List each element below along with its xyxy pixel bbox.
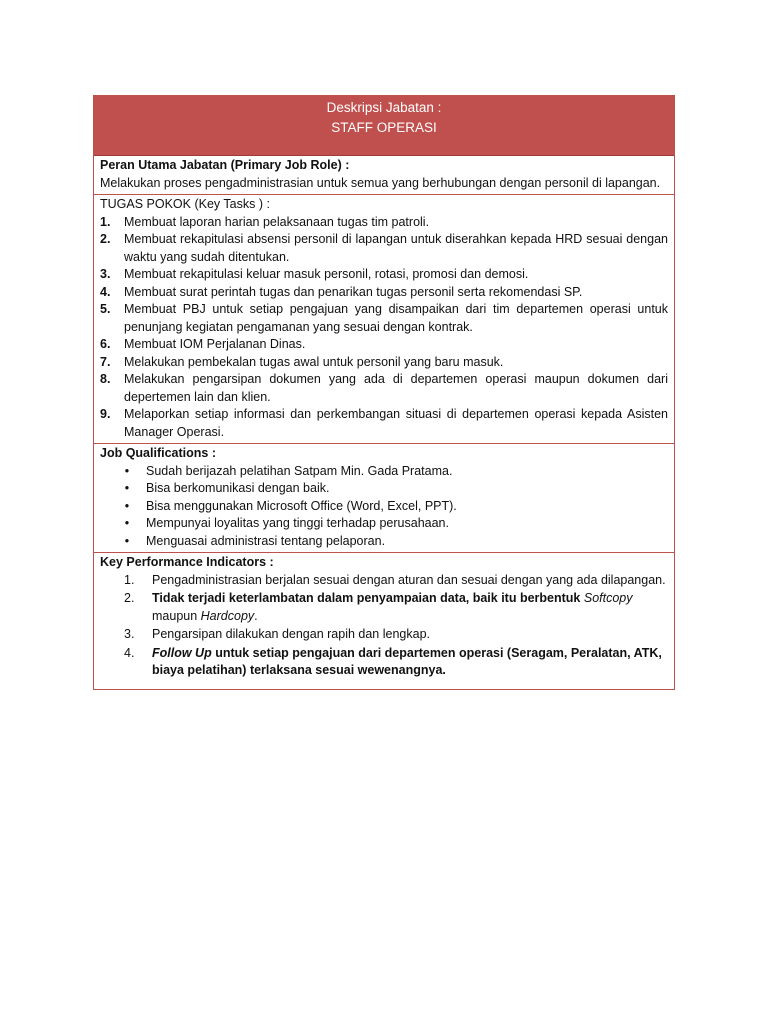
primary-role-section bbox=[94, 156, 674, 195]
job-qualifications-title: Job Qualifications : bbox=[100, 446, 216, 460]
item-number: 2. bbox=[124, 591, 135, 605]
item-number: 7. bbox=[100, 354, 111, 369]
list-item bbox=[100, 336, 668, 354]
list-item bbox=[100, 626, 668, 644]
key-tasks-section bbox=[94, 195, 674, 444]
list-item bbox=[100, 463, 668, 481]
list-item bbox=[100, 371, 668, 406]
header-position: STAFF OPERASI bbox=[331, 120, 437, 135]
list-item bbox=[100, 266, 668, 284]
item-number: 3. bbox=[124, 627, 135, 641]
item-number: 8. bbox=[100, 372, 111, 386]
item-text: Membuat PBJ untuk setiap pengajuan yang disampaikan dari tim departemen operasi untuk penunjang kegiatan pengamanan yang sesuai dengan kontrak. bbox=[124, 302, 668, 334]
item-number: 4. bbox=[100, 284, 111, 299]
list-item bbox=[100, 406, 668, 441]
item-text: Pengarsipan dilakukan dengan rapih dan lengkap. bbox=[152, 627, 430, 641]
key-tasks-list bbox=[100, 214, 668, 442]
table-header bbox=[94, 96, 674, 156]
bullet-icon: • bbox=[124, 498, 130, 513]
item-number: 2. bbox=[100, 232, 111, 246]
item-text: Sudah berijazah pelatihan Satpam Min. Gada Pratama. bbox=[146, 463, 453, 478]
item-number: 1. bbox=[124, 572, 135, 587]
bullet-icon: • bbox=[124, 516, 130, 530]
item-text: Pengadministrasian berjalan sesuai dengan aturan dan sesuai dengan yang ada dilapangan. bbox=[152, 572, 666, 587]
item-text: Melaporkan setiap informasi dan perkembangan situasi di departemen operasi kepada Asisten Manager Operasi. bbox=[124, 407, 668, 439]
item-text: Menguasai administrasi tentang pelaporan. bbox=[146, 533, 386, 548]
header-title: Deskripsi Jabatan : bbox=[326, 100, 442, 115]
item-number: 9. bbox=[100, 407, 111, 421]
item-text: Membuat rekapitulasi keluar masuk personil, rotasi, promosi dan demosi. bbox=[124, 267, 529, 281]
item-text: Bisa berkomunikasi dengan baik. bbox=[146, 481, 330, 495]
key-tasks-title: TUGAS POKOK (Key Tasks ) : bbox=[100, 197, 270, 211]
list-item bbox=[100, 301, 668, 336]
item-text: Melakukan pengarsipan dokumen yang ada di departemen operasi maupun dokumen dari depertemen lain dan klien. bbox=[124, 372, 668, 404]
bullet-icon: • bbox=[124, 533, 130, 548]
list-item bbox=[100, 498, 668, 516]
list-item bbox=[100, 590, 668, 625]
item-text-part: untuk setiap pengajuan dari departemen operasi (Seragam, Peralatan, ATK, biaya pelatihan) terlaksana sesuai wewenangnya. bbox=[152, 645, 662, 677]
item-text: Membuat surat perintah tugas dan penarikan tugas personil serta rekomendasi SP. bbox=[124, 284, 583, 299]
list-item bbox=[100, 645, 668, 680]
item-text: Membuat rekapitulasi absensi personil di lapangan untuk diserahkan kepada HRD sesuai dengan waktu yang sudah ditentukan. bbox=[124, 232, 668, 264]
kpi-title: Key Performance Indicators : bbox=[100, 555, 274, 569]
item-number: 1. bbox=[100, 214, 111, 229]
primary-role-title: Peran Utama Jabatan (Primary Job Role) : bbox=[100, 158, 350, 172]
item-text-italic: Softcopy bbox=[583, 591, 633, 605]
list-item bbox=[100, 480, 668, 498]
item-text-part: Tidak terjadi keterlambatan dalam penyampaian data, baik itu berbentuk bbox=[152, 591, 584, 605]
job-description-table bbox=[93, 95, 675, 690]
bullet-icon: • bbox=[124, 463, 130, 478]
item-text: Mempunyai loyalitas yang tinggi terhadap perusahaan. bbox=[146, 516, 449, 530]
item-number: 3. bbox=[100, 267, 111, 281]
list-item bbox=[100, 231, 668, 266]
bullet-icon: • bbox=[124, 481, 130, 495]
item-text: Melakukan pembekalan tugas awal untuk personil yang baru masuk. bbox=[124, 354, 504, 369]
item-text: Membuat laporan harian pelaksanaan tugas tim patroli. bbox=[124, 214, 430, 229]
item-number: 6. bbox=[100, 337, 111, 351]
kpi-section bbox=[94, 553, 674, 689]
list-item bbox=[100, 515, 668, 533]
primary-role-text: Melakukan proses pengadministrasian untuk semua yang berhubungan dengan personil di lapangan. bbox=[100, 175, 661, 190]
item-number: 4. bbox=[124, 645, 135, 660]
list-item bbox=[100, 284, 668, 302]
item-text bbox=[152, 590, 668, 625]
job-qualifications-section bbox=[94, 444, 674, 553]
item-text-italic: Hardcopy bbox=[200, 608, 255, 623]
item-text: Bisa menggunakan Microsoft Office (Word, Excel, PPT). bbox=[146, 498, 457, 513]
item-text bbox=[152, 645, 668, 680]
job-qualifications-list bbox=[100, 463, 668, 551]
list-item bbox=[100, 354, 668, 372]
item-text: Membuat IOM Perjalanan Dinas. bbox=[124, 337, 306, 351]
item-text-italic: Follow Up bbox=[152, 645, 212, 660]
list-item bbox=[100, 533, 668, 551]
list-item bbox=[100, 572, 668, 590]
item-text-part: . bbox=[254, 608, 258, 623]
item-number: 5. bbox=[100, 302, 111, 316]
kpi-list bbox=[100, 572, 668, 680]
list-item bbox=[100, 214, 668, 232]
item-text-part: maupun bbox=[152, 608, 201, 623]
